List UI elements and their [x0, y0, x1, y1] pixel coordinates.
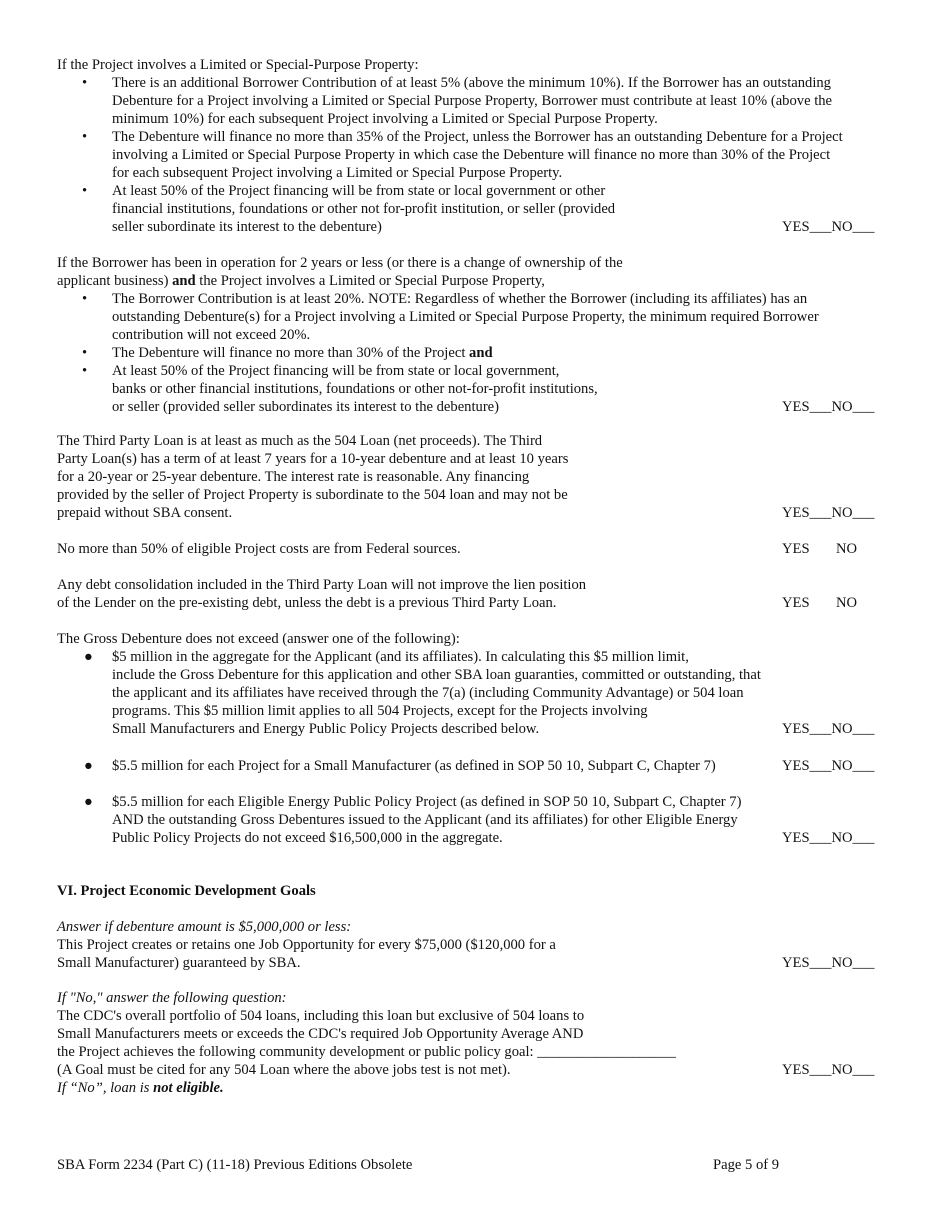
new-business-yes-no[interactable]: YES___NO___: [782, 399, 875, 415]
third-party-loan-yes-no[interactable]: YES___NO___: [782, 505, 875, 521]
text-line: This Project creates or retains one Job Opportunity for every $75,000 ($120,000 for a: [57, 937, 556, 953]
portfolio-question: [57, 989, 897, 1097]
limited-property-section: [57, 56, 897, 74]
italic-instruction: If "No," answer the following question:: [57, 990, 287, 1006]
text-line: $5 million in the aggregate for the Applicant (and its affiliates). In calculating this $5 million limit,: [112, 649, 689, 665]
text-line: (A Goal must be cited for any 504 Loan where the above jobs test is not met).: [57, 1062, 511, 1078]
text-line: The CDC's overall portfolio of 504 loans, including this loan but exclusive of 504 loans to: [57, 1008, 585, 1024]
limited-property-yes-no[interactable]: YES___NO___: [782, 219, 875, 235]
job-opportunity-yes-no[interactable]: YES___NO___: [782, 955, 875, 971]
text-line: At least 50% of the Project financing will be from state or local government,: [112, 363, 560, 379]
footer-page-number: Page 5 of 9: [713, 1157, 780, 1173]
new-business-bullet-2: [112, 344, 950, 362]
energy-policy-yes-no[interactable]: YES___NO___: [782, 830, 875, 846]
text-line: Small Manufacturer) guaranteed by SBA.: [57, 955, 301, 971]
bold-text: and: [469, 345, 493, 361]
text-line: AND the outstanding Gross Debentures issued to the Applicant (and its affiliates) for other Eligible Energy: [112, 812, 738, 828]
new-business-bullet-1: [112, 290, 950, 344]
text-line: Public Policy Projects do not exceed $16,500,000 in the aggregate.: [112, 830, 503, 846]
text-line: The Third Party Loan is at least as much as the 504 Loan (net proceeds). The Third: [57, 433, 543, 449]
bullet-icon: •: [82, 363, 88, 379]
text-line: include the Gross Debenture for this application and other SBA loan guaranties, committed or outstanding, that: [112, 667, 761, 683]
text-line: $5.5 million for each Project for a Small Manufacturer (as defined in SOP 50 10, Subpart C, Chapter 7): [112, 758, 716, 774]
small-manufacturer-yes-no[interactable]: YES___NO___: [782, 758, 875, 774]
text-line: provided by the seller of Project Property is subordinate to the 504 loan and may not be: [57, 487, 568, 503]
text-line: involving a Limited or Special Purpose Property in which case the Debenture will finance no more than 30% of the Project: [112, 147, 831, 163]
job-opportunity-question: [57, 918, 897, 972]
text-line: prepaid without SBA consent.: [57, 505, 233, 521]
section-vi-heading: VI. Project Economic Development Goals: [57, 883, 316, 899]
text-line: Debenture for a Project involving a Limited or Special Purpose Property, Borrower must contribute at least 10% (above the: [112, 93, 833, 109]
text-line: outstanding Debenture(s) for a Project involving a Limited or Special Purpose Property, the minimum required Borrower: [112, 309, 819, 325]
bullet-icon: ●: [84, 758, 93, 774]
text-line: Party Loan(s) has a term of at least 7 years for a 10-year debenture and at least 10 years: [57, 451, 569, 467]
gross-debenture-section: [57, 630, 897, 648]
text-line: seller subordinate its interest to the debenture): [112, 219, 382, 235]
text-line: The Debenture will finance no more than 35% of the Project, unless the Borrower has an outstanding Debenture for a Project: [112, 129, 843, 145]
third-party-loan-section: [57, 432, 897, 522]
text-line: the applicant and its affiliates have received through the 7(a) (including Community Advantage) or 504 loan: [112, 685, 744, 701]
text-segment: The Debenture will finance no more than 30% of the Project: [112, 345, 470, 361]
text-line: for a 20-year or 25-year debenture. The interest rate is reasonable. Any financing: [57, 469, 530, 485]
text-line: minimum 10%) for each subsequent Project involving a Limited or Special Purpose Property.: [112, 111, 658, 127]
footer-form-id: SBA Form 2234 (Part C) (11-18) Previous Editions Obsolete: [57, 1157, 413, 1173]
text-line: Small Manufacturers and Energy Public Policy Projects described below.: [112, 721, 540, 737]
text-line: [57, 272, 897, 290]
not-eligible-note: [57, 1079, 897, 1097]
bullet-icon: ●: [84, 649, 93, 665]
text-line: No more than 50% of eligible Project costs are from Federal sources.: [57, 541, 461, 557]
new-business-section: [57, 254, 897, 290]
text-line: of the Lender on the pre-existing debt, unless the debt is a previous Third Party Loan.: [57, 595, 557, 611]
text-line: [112, 344, 950, 362]
text-line: If the Borrower has been in operation for 2 years or less (or there is a change of ownership of the: [57, 255, 623, 271]
text-line: Any debt consolidation included in the Third Party Loan will not improve the lien position: [57, 577, 587, 593]
text-segment: applicant business): [57, 273, 173, 289]
federal-sources-section: [57, 540, 897, 558]
bold-text: not eligible.: [153, 1080, 224, 1096]
debt-consolidation-no[interactable]: NO: [836, 595, 858, 611]
limited-bullet-1: [112, 74, 950, 128]
gross-aggregate-yes-no[interactable]: YES___NO___: [782, 721, 875, 737]
text-segment: If “No”, loan is: [57, 1080, 154, 1096]
text-line: for each subsequent Project involving a Limited or Special Purpose Property.: [112, 165, 563, 181]
text-segment: the Project involves a Limited or Special Purpose Property,: [195, 273, 545, 289]
federal-sources-no[interactable]: NO: [836, 541, 858, 557]
text-line: programs. This $5 million limit applies to all 504 Projects, except for the Projects involving: [112, 703, 648, 719]
text-line: $5.5 million for each Eligible Energy Public Policy Project (as defined in SOP 50 10, Subpart C, Chapter 7): [112, 794, 742, 810]
text-line: contribution will not exceed 20%.: [112, 327, 311, 343]
debt-consolidation-yes[interactable]: YES: [782, 595, 810, 611]
bullet-icon: •: [82, 129, 88, 145]
text-line: financial institutions, foundations or other not for-profit institution, or seller (provided: [112, 201, 616, 217]
bullet-icon: •: [82, 75, 88, 91]
text-line: The Gross Debenture does not exceed (answer one of the following):: [57, 631, 460, 647]
text-line: There is an additional Borrower Contribution of at least 5% (above the minimum 10%). If the Borrower has an outstanding: [112, 75, 831, 91]
text-line: At least 50% of the Project financing will be from state or local government or other: [112, 183, 606, 199]
italic-instruction: Answer if debenture amount is $5,000,000 or less:: [57, 919, 352, 935]
federal-sources-yes[interactable]: YES: [782, 541, 810, 557]
bullet-icon: •: [82, 345, 88, 361]
limited-property-intro: If the Project involves a Limited or Special-Purpose Property:: [57, 57, 419, 73]
bullet-icon: •: [82, 183, 88, 199]
bold-text: and: [172, 273, 196, 289]
text-line: or seller (provided seller subordinates its interest to the debenture): [112, 399, 500, 415]
debt-consolidation-section: [57, 576, 897, 612]
bullet-icon: ●: [84, 794, 93, 810]
bullet-icon: •: [82, 291, 88, 307]
text-line: The Borrower Contribution is at least 20%. NOTE: Regardless of whether the Borrower (including its affiliates) has an: [112, 291, 808, 307]
portfolio-yes-no[interactable]: YES___NO___: [782, 1062, 875, 1078]
text-line: Small Manufacturers meets or exceeds the CDC's required Job Opportunity Average AND: [57, 1026, 584, 1042]
limited-bullet-2: [112, 128, 950, 182]
public-policy-goal-field[interactable]: the Project achieves the following community development or public policy goal: ___________________: [57, 1044, 676, 1060]
text-line: banks or other financial institutions, foundations or other not-for-profit institutions,: [112, 381, 598, 397]
